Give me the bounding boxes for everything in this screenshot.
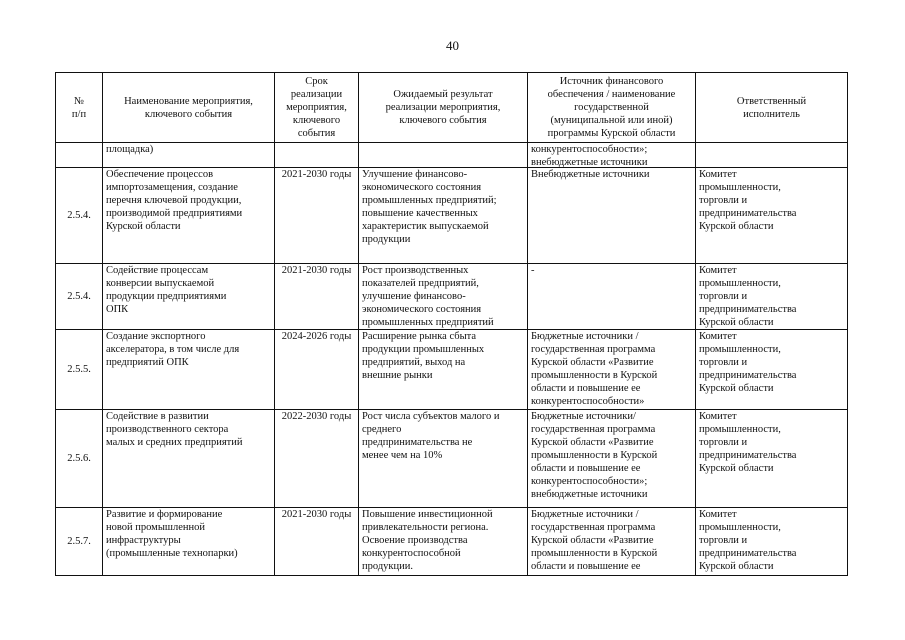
cell-expected-result: Рост числа субъектов малого и среднего предпринимательства не менее чем на 10% <box>359 410 528 508</box>
header-executor: Ответственный исполнитель <box>696 73 848 143</box>
cell-event-name: Содействие в развитии производственного сектора малых и средних предприятий <box>103 410 275 508</box>
cell-executor: Комитет промышленности, торговли и предпринимательства Курской области <box>696 330 848 410</box>
cell-expected-result: Повышение инвестиционной привлекательности региона. Освоение производства конкурентоспособной продукции. <box>359 508 528 576</box>
header-event-name: Наименование мероприятия, ключевого события <box>103 73 275 143</box>
cell-executor: Комитет промышленности, торговли и предпринимательства Курской области <box>696 410 848 508</box>
header-number: № п/п <box>56 73 103 143</box>
table-row <box>56 508 848 576</box>
cell-term: 2022-2030 годы <box>275 410 359 508</box>
cell-expected-result <box>359 143 528 168</box>
table-row <box>56 168 848 264</box>
cell-executor: Комитет промышленности, торговли и предпринимательства Курской области <box>696 168 848 264</box>
cell-funding-source: - <box>528 264 696 330</box>
cell-expected-result: Рост производственных показателей предприятий, улучшение финансово- экономического состояния промышленных предприятий <box>359 264 528 330</box>
cell-funding-source: Бюджетные источники / государственная программа Курской области «Развитие промышленности в Курской области и повышение ее конкурентоспособности» <box>528 330 696 410</box>
table-row <box>56 143 848 168</box>
cell-funding-source: конкурентоспособности»; внебюджетные источники <box>528 143 696 168</box>
cell-number: 2.5.4. <box>56 168 103 264</box>
table-row <box>56 264 848 330</box>
cell-event-name: Создание экспортного акселератора, в том числе для предприятий ОПК <box>103 330 275 410</box>
cell-event-name: площадка) <box>103 143 275 168</box>
table-row <box>56 330 848 410</box>
page-number: 40 <box>446 38 459 53</box>
cell-term <box>275 143 359 168</box>
cell-funding-source: Бюджетные источники / государственная программа Курской области «Развитие промышленности в Курской области и повышение ее <box>528 508 696 576</box>
cell-funding-source: Внебюджетные источники <box>528 168 696 264</box>
cell-executor <box>696 143 848 168</box>
header-term: Срок реализации мероприятия, ключевого события <box>275 73 359 143</box>
cell-executor: Комитет промышленности, торговли и предпринимательства Курской области <box>696 508 848 576</box>
header-expected-result: Ожидаемый результат реализации мероприятия, ключевого события <box>359 73 528 143</box>
cell-expected-result: Улучшение финансово- экономического состояния промышленных предприятий; повышение качественных характеристик выпускаемой продукции <box>359 168 528 264</box>
cell-event-name: Развитие и формирование новой промышленной инфраструктуры (промышленные технопарки) <box>103 508 275 576</box>
cell-event-name: Обеспечение процессов импортозамещения, создание перечня ключевой продукции, производимой предприятиями Курской области <box>103 168 275 264</box>
cell-expected-result: Расширение рынка сбыта продукции промышленных предприятий, выход на внешние рынки <box>359 330 528 410</box>
cell-number: 2.5.5. <box>56 330 103 410</box>
measures-table <box>55 72 848 576</box>
table-header-row <box>56 73 848 143</box>
cell-term: 2021-2030 годы <box>275 508 359 576</box>
cell-executor: Комитет промышленности, торговли и предпринимательства Курской области <box>696 264 848 330</box>
cell-number <box>56 143 103 168</box>
cell-number: 2.5.7. <box>56 508 103 576</box>
cell-term: 2021-2030 годы <box>275 168 359 264</box>
cell-event-name: Содействие процессам конверсии выпускаемой продукции предприятиями ОПК <box>103 264 275 330</box>
cell-number: 2.5.4. <box>56 264 103 330</box>
cell-term: 2021-2030 годы <box>275 264 359 330</box>
cell-number: 2.5.6. <box>56 410 103 508</box>
cell-funding-source: Бюджетные источники/ государственная программа Курской области «Развитие промышленности в Курской области и повышение ее конкурентоспособности»; внебюджетные источники <box>528 410 696 508</box>
cell-term: 2024-2026 годы <box>275 330 359 410</box>
table-row <box>56 410 848 508</box>
header-funding-source: Источник финансового обеспечения / наименование государственной (муниципальной или иной) программы Курской области <box>528 73 696 143</box>
